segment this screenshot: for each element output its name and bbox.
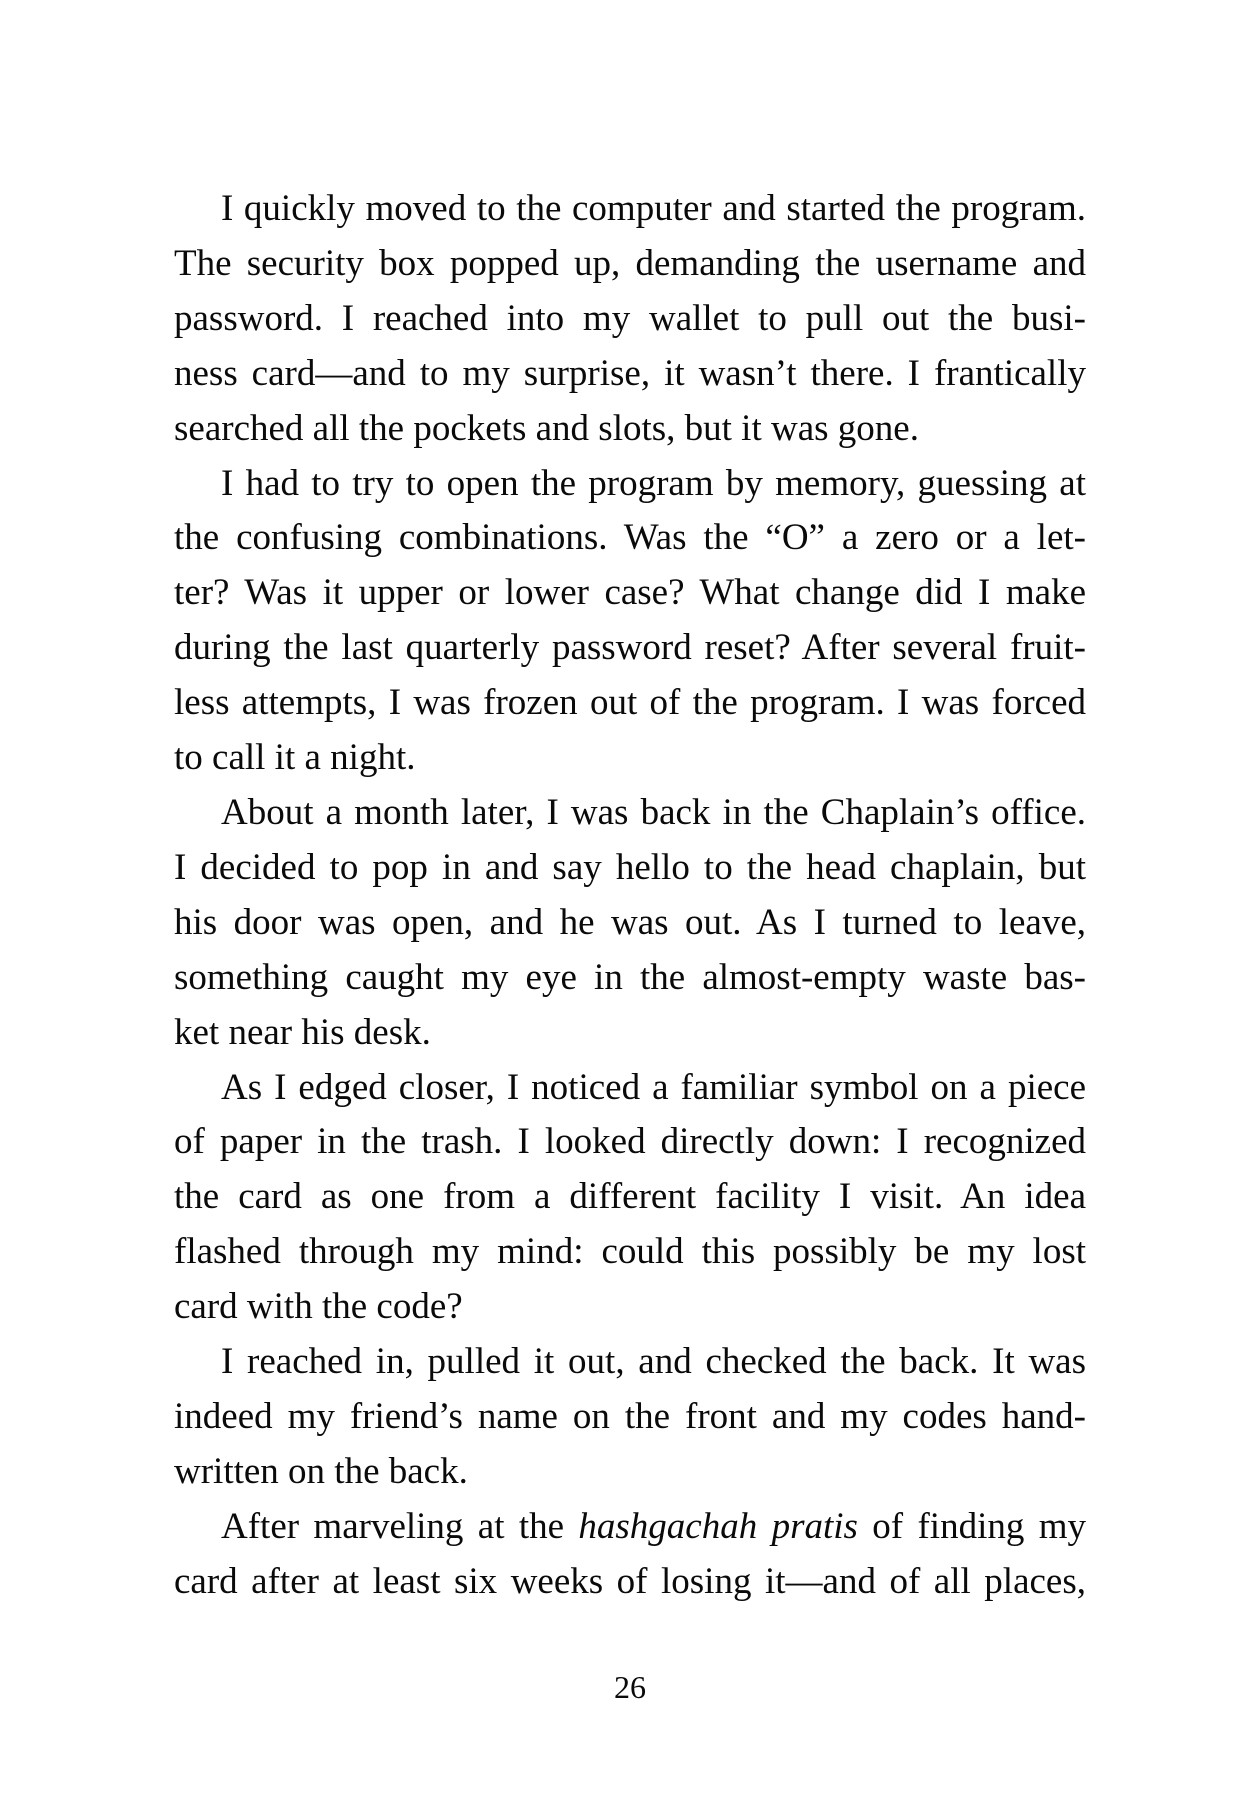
text-line: password. I reached into my wallet to pull out the busi- — [174, 297, 1086, 339]
text-line: searched all the pockets and slots, but it was gone. — [174, 407, 919, 449]
text-line: written on the back. — [174, 1450, 468, 1492]
text-line: the confusing combinations. Was the “O” a zero or a let- — [174, 517, 1086, 559]
text-line: card with the code? — [174, 1286, 463, 1328]
text-line: I decided to pop in and say hello to the head chaplain, but — [174, 846, 1086, 888]
text-line: less attempts, I was frozen out of the program. I was forced — [174, 682, 1086, 724]
text-line: indeed my friend’s name on the front and my codes hand- — [174, 1395, 1086, 1437]
text-line: After marveling at the hashgachah pratis of finding my — [221, 1505, 1087, 1547]
text-line: As I edged closer, I noticed a familiar symbol on a piece — [221, 1066, 1086, 1108]
text-line: something caught my eye in the almost-empty waste bas- — [174, 956, 1086, 998]
text-line: ness card—and to my surprise, it wasn’t there. I frantically — [174, 352, 1086, 394]
text-block — [174, 182, 1086, 1610]
text-line: The security box popped up, demanding the username and — [174, 242, 1086, 284]
text-line: ket near his desk. — [174, 1011, 431, 1053]
text-line: his door was open, and he was out. As I turned to leave, — [174, 901, 1086, 943]
text-line: card after at least six weeks of losing it—and of all places, — [174, 1560, 1086, 1602]
text-line: during the last quarterly password reset? After several fruit- — [174, 627, 1086, 669]
text-line: the card as one from a different facility I visit. An idea — [174, 1176, 1086, 1218]
text-line: of paper in the trash. I looked directly down: I recognized — [174, 1121, 1086, 1163]
text-line: About a month later, I was back in the Chaplain’s office. — [221, 791, 1086, 833]
page-number: 26 — [614, 1669, 646, 1705]
text-line: ter? Was it upper or lower case? What change did I make — [174, 572, 1086, 614]
text-line: flashed through my mind: could this possibly be my lost — [174, 1231, 1086, 1273]
text-line: I reached in, pulled it out, and checked the back. It was — [221, 1341, 1086, 1383]
text-line: I quickly moved to the computer and started the program. — [221, 188, 1086, 229]
text-line: I had to try to open the program by memory, guessing at — [221, 462, 1086, 504]
text-line: to call it a night. — [174, 737, 416, 779]
